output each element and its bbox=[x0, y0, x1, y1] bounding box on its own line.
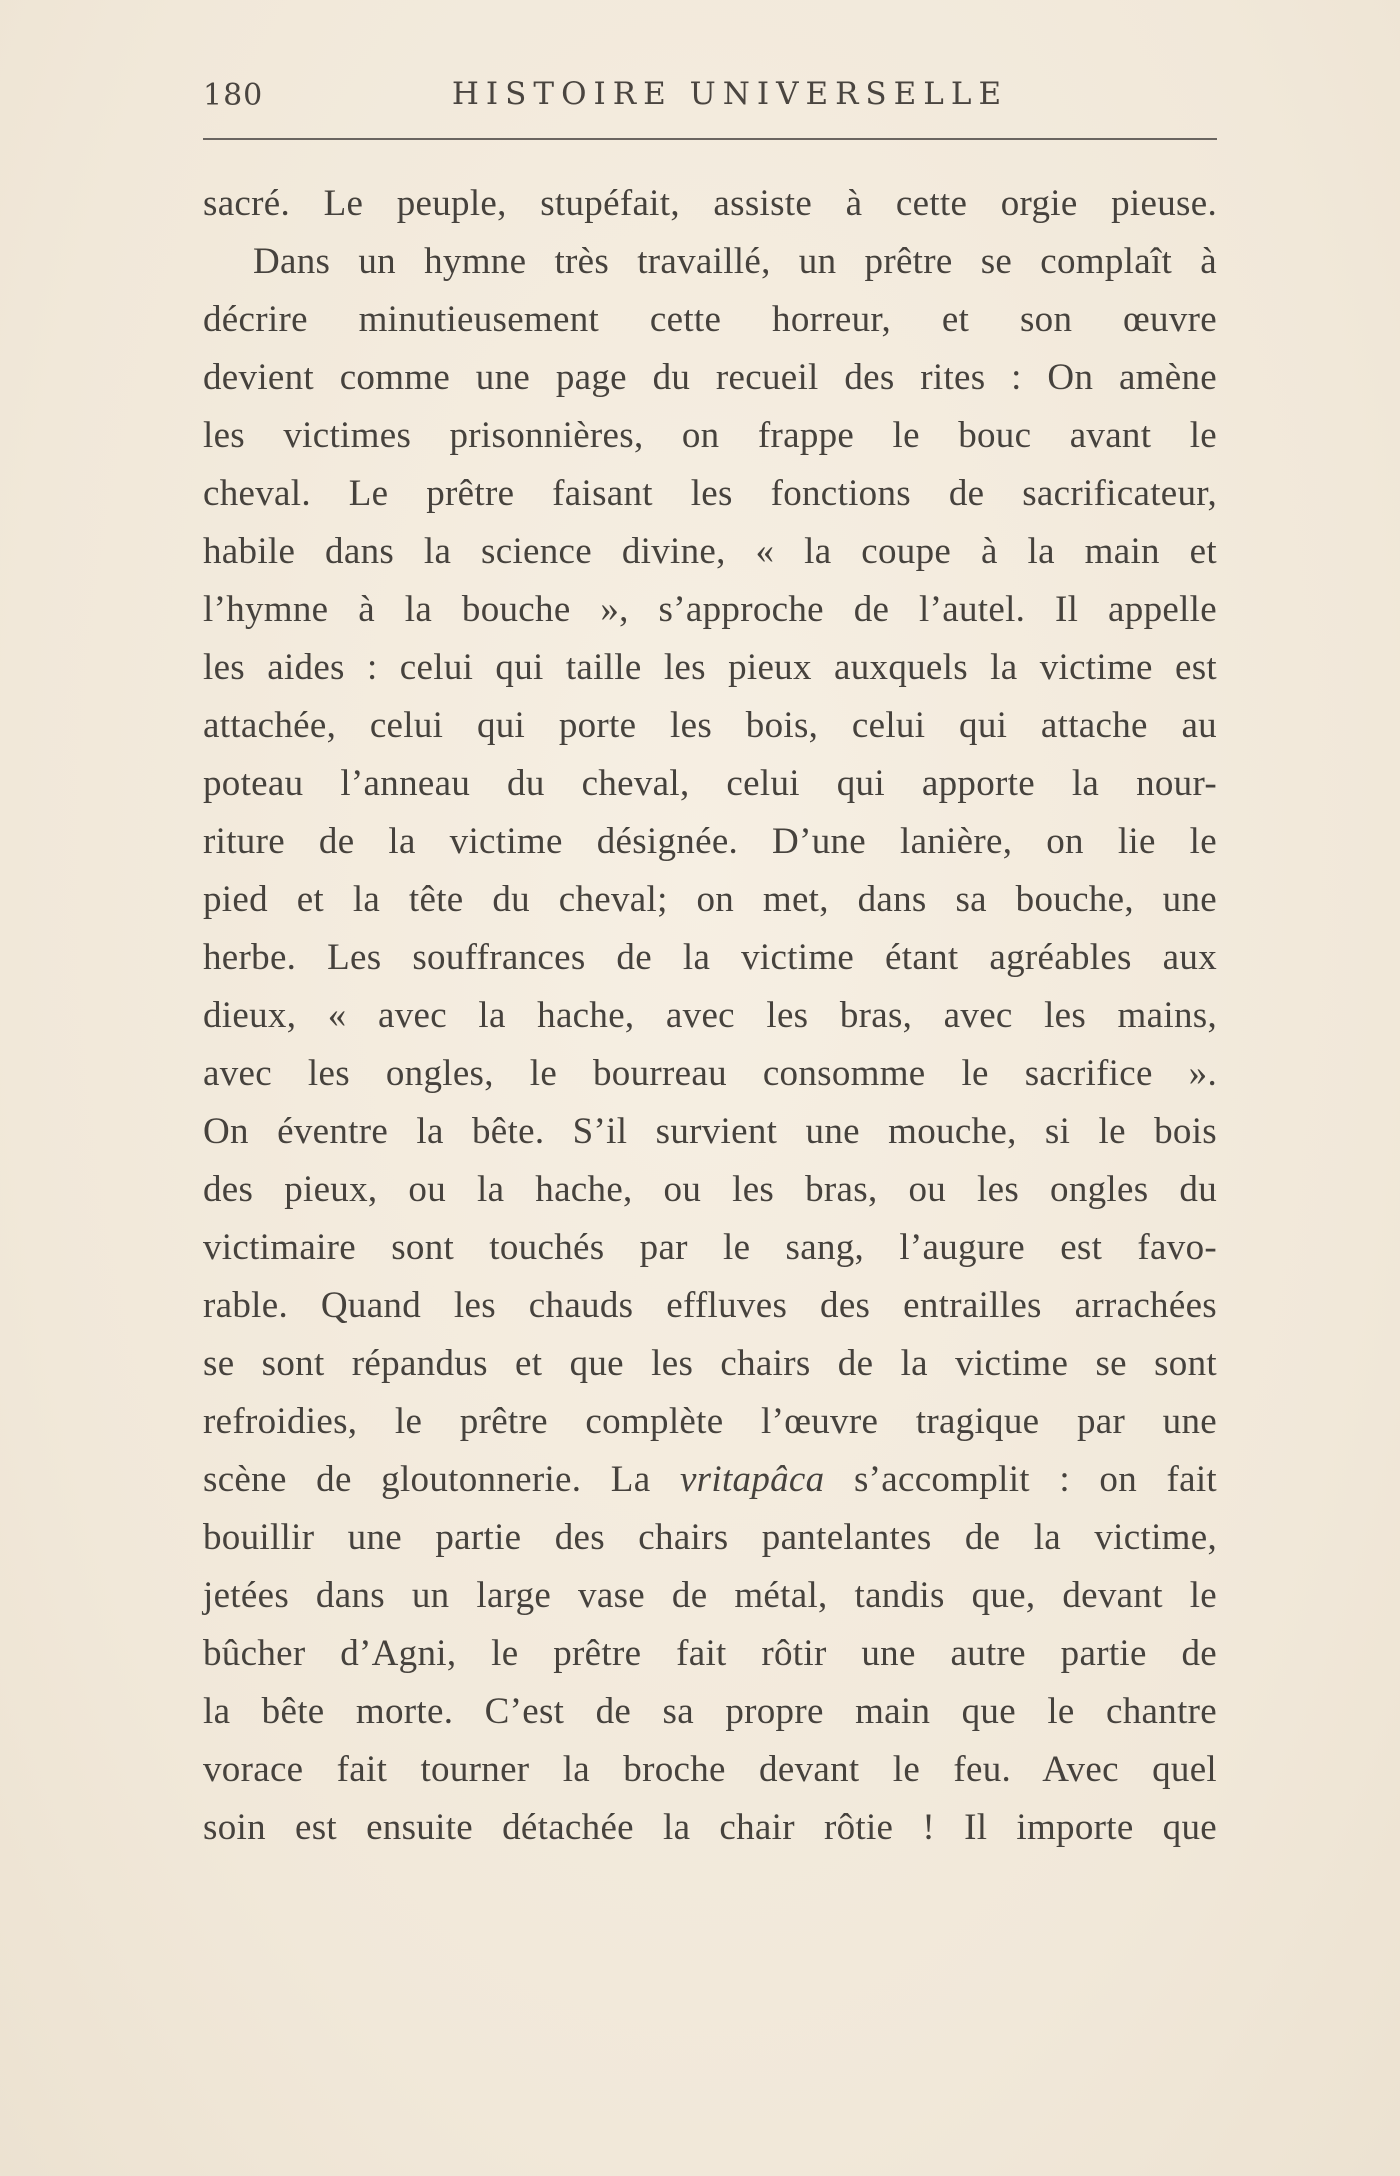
text-line: pied et la tête du cheval; on met, dans sa bouche, une bbox=[203, 879, 1217, 920]
header-rule bbox=[203, 138, 1217, 140]
text-line: les victimes prisonnières, on frappe le bouc avant le bbox=[203, 415, 1217, 456]
text-line: rable. Quand les chauds effluves des entrailles arrachées bbox=[203, 1285, 1217, 1326]
text-line: refroidies, le prêtre complète l’œuvre tragique par une bbox=[203, 1401, 1217, 1442]
text-line: l’hymne à la bouche », s’approche de l’autel. Il appelle bbox=[203, 589, 1217, 630]
page-number: 180 bbox=[203, 78, 264, 113]
text-line: dieux, « avec la hache, avec les bras, avec les mains, bbox=[203, 995, 1217, 1036]
text-line: sacré. Le peuple, stupéfait, assiste à cette orgie pieuse. bbox=[203, 183, 1217, 224]
text-line: poteau l’anneau du cheval, celui qui apporte la nour- bbox=[203, 763, 1217, 804]
italic-term: vritapâca bbox=[679, 1459, 825, 1500]
text-line: décrire minutieusement cette horreur, et son œuvre bbox=[203, 299, 1217, 340]
text-line: des pieux, ou la hache, ou les bras, ou les ongles du bbox=[203, 1169, 1217, 1210]
text-segment: scène de gloutonnerie. La bbox=[203, 1459, 680, 1500]
text-line: bûcher d’Agni, le prêtre fait rôtir une autre partie de bbox=[203, 1633, 1217, 1674]
text-line-with-italic bbox=[203, 1451, 1217, 1509]
text-line: jetées dans un large vase de métal, tandis que, devant le bbox=[203, 1575, 1217, 1616]
text-line: avec les ongles, le bourreau consomme le sacrifice ». bbox=[203, 1053, 1217, 1094]
text-line: vorace fait tourner la broche devant le feu. Avec quel bbox=[203, 1749, 1217, 1790]
text-line: victimaire sont touchés par le sang, l’augure est favo- bbox=[203, 1227, 1217, 1268]
text-line: bouillir une partie des chairs pantelantes de la victime, bbox=[203, 1517, 1217, 1558]
text-segment: s’accomplit : on fait bbox=[824, 1459, 1218, 1500]
running-title: HISTOIRE UNIVERSELLE bbox=[451, 76, 1009, 112]
text-line: On éventre la bête. S’il survient une mouche, si le bois bbox=[203, 1111, 1217, 1152]
text-line: se sont répandus et que les chairs de la victime se sont bbox=[203, 1343, 1217, 1384]
page-header bbox=[203, 72, 1217, 122]
text-line: soin est ensuite détachée la chair rôtie ! Il importe que bbox=[203, 1807, 1217, 1848]
text-line: les aides : celui qui taille les pieux auxquels la victime est bbox=[203, 647, 1217, 688]
text-line: habile dans la science divine, « la coupe à la main et bbox=[203, 531, 1217, 572]
text-line: attachée, celui qui porte les bois, celui qui attache au bbox=[203, 705, 1217, 746]
text-line: herbe. Les souffrances de la victime étant agréables aux bbox=[203, 937, 1217, 978]
text-line: Dans un hymne très travaillé, un prêtre se complaît à bbox=[253, 241, 1217, 282]
text-line: cheval. Le prêtre faisant les fonctions de sacrificateur, bbox=[203, 473, 1217, 514]
text-line: riture de la victime désignée. D’une lanière, on lie le bbox=[203, 821, 1217, 862]
text-line: la bête morte. C’est de sa propre main que le chantre bbox=[203, 1691, 1217, 1732]
body-text bbox=[203, 175, 1217, 1857]
text-line: devient comme une page du recueil des rites : On amène bbox=[203, 357, 1217, 398]
